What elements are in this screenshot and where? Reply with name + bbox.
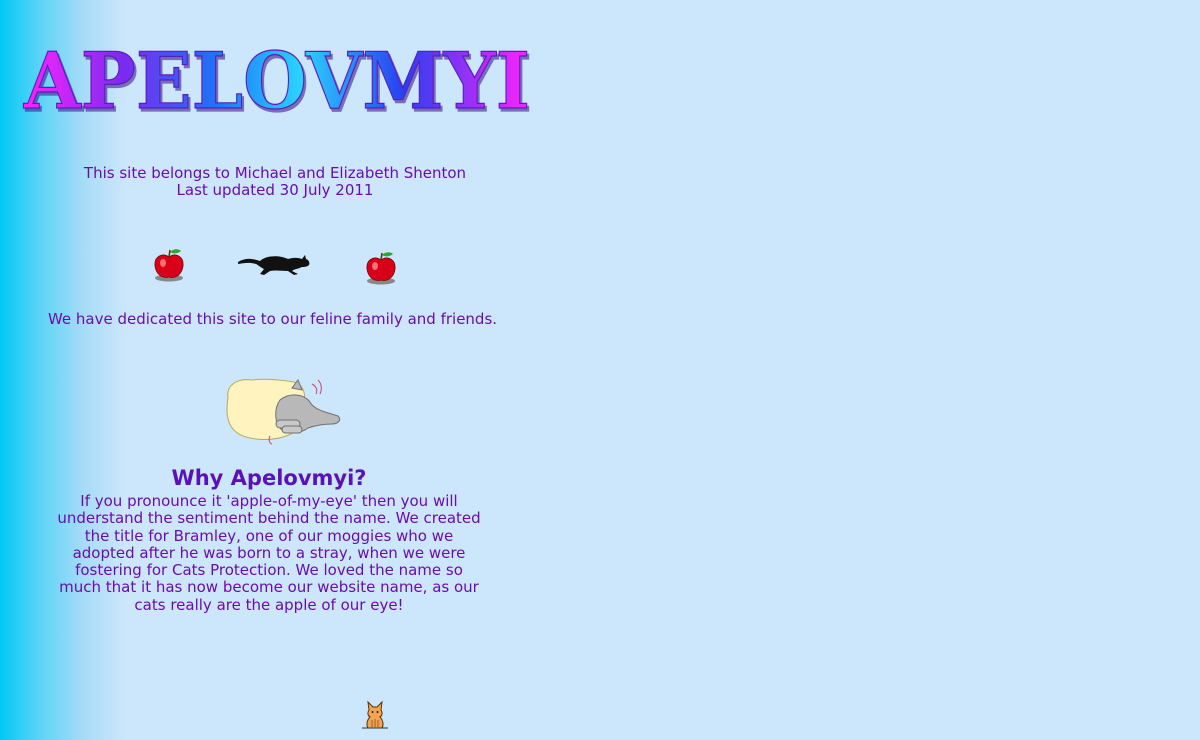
owner-line: This site belongs to Michael and Elizabeth Shenton bbox=[83, 164, 467, 182]
sitting-cat-icon bbox=[360, 700, 390, 730]
last-updated: Last updated 30 July 2011 bbox=[176, 181, 374, 199]
dedication-text: We have dedicated this site to our feline family and friends. bbox=[47, 310, 498, 328]
apple-icon bbox=[364, 250, 398, 286]
running-cat-icon bbox=[236, 249, 312, 277]
why-heading: Why Apelovmyi? bbox=[171, 466, 367, 490]
sleeping-cats-image bbox=[222, 376, 344, 446]
site-logo bbox=[18, 30, 538, 125]
logo-text: APELOVMYI bbox=[23, 36, 530, 125]
why-paragraph: If you pronounce it 'apple-of-my-eye' then you will understand the sentiment behind the name. We created the title for Bramley, one of our moggies who we adopted after he was born to a stray, when we were fostering for Cats Protection. We loved the name so much that it has now become our website name, as our cats really are the apple of our eye! bbox=[57, 492, 481, 614]
apple-icon bbox=[152, 247, 186, 283]
